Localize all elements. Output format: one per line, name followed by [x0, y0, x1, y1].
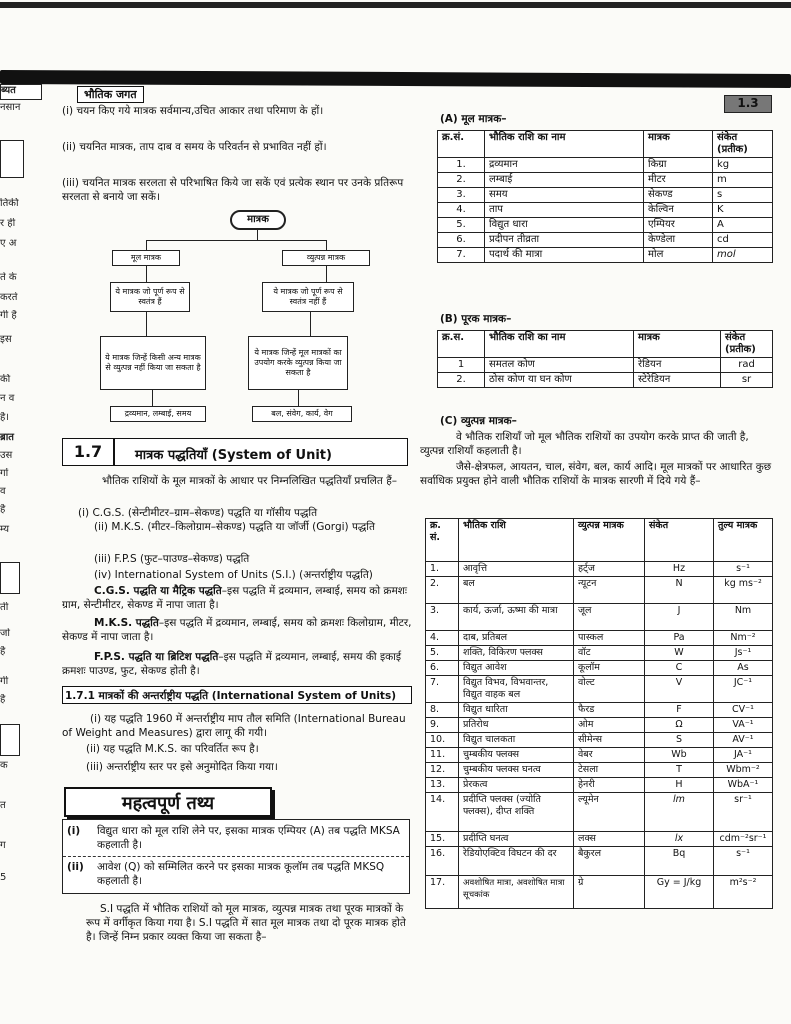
- important-title: महत्वपूर्ण तथ्य: [64, 787, 272, 817]
- flow-left-3: द्रव्यमान, लम्बाई, समय: [110, 406, 206, 422]
- cell: लक्स: [574, 832, 645, 847]
- si-item: (iii) अन्तर्राष्ट्रीय स्तर पर इसे अनुमोदित किया गया।: [86, 761, 278, 773]
- left-edge-box: [0, 724, 20, 756]
- table-row: [426, 676, 773, 703]
- cell: आवृत्ति: [459, 562, 574, 577]
- left-edge-text: त: [0, 800, 6, 811]
- table-row: [426, 661, 773, 676]
- cell: 14.: [426, 793, 459, 832]
- left-edge-text: करते: [0, 292, 18, 303]
- system-item: (i) C.G.S. (सेन्टीमीटर–ग्राम–सेकण्ड) पद्धति या गॉसीय पद्धति: [78, 507, 318, 519]
- cell: cdm⁻²sr⁻¹: [714, 832, 773, 847]
- cell: Hz: [645, 562, 714, 577]
- cell: 8.: [426, 703, 459, 718]
- cell: 7.: [426, 676, 459, 703]
- left-edge-text: है: [0, 504, 6, 515]
- table-row: [438, 188, 773, 203]
- flow-connector: [310, 312, 311, 336]
- column-header: भौतिक राशि: [459, 519, 574, 562]
- left-edge-text: व: [0, 486, 6, 497]
- flow-connector: [326, 240, 327, 250]
- table-row: [426, 718, 773, 733]
- column-header: क्र.स.: [438, 331, 485, 358]
- table-c-para2: जैसे-क्षेत्रफल, आयतन, चाल, संवेग, बल, कार्य आदि। मूल मात्रकों पर आधारित कुछ सर्वाधिक प्रयुक्त होने वाली भौतिक राशियों के मात्रक सारणी में दिये गये हैं–: [420, 461, 772, 487]
- column-header: मात्रक: [644, 131, 713, 158]
- cell: ताप: [485, 203, 644, 218]
- table-header: [426, 519, 773, 562]
- cell: टेसला: [574, 763, 645, 778]
- table-row: [426, 733, 773, 748]
- section-number: 1.7: [63, 439, 115, 465]
- cell: विद्युत धारा: [485, 218, 644, 233]
- cell: Nm: [714, 604, 773, 631]
- table-a-caption: (A) मूल मात्रक–: [440, 113, 507, 125]
- cell: मोल: [644, 248, 713, 263]
- important-label: (i): [67, 825, 81, 837]
- cell: As: [714, 661, 773, 676]
- left-edge-text: गों: [0, 468, 9, 479]
- cell: 3.: [426, 604, 459, 631]
- page-number: 1.3: [724, 95, 772, 113]
- section-1-7-1-title: 1.7.1 मात्रकों की अन्तर्राष्ट्रीय पद्धति (International System of Units): [62, 686, 412, 704]
- cgs-paragraph: [62, 584, 412, 612]
- cell: 11.: [426, 748, 459, 763]
- cell: 16.: [426, 847, 459, 876]
- column-header: व्युत्पन्न मात्रक: [574, 519, 645, 562]
- cell: CV⁻¹: [714, 703, 773, 718]
- cell: जूल: [574, 604, 645, 631]
- table-row: [426, 876, 773, 909]
- column-header: संकेत (प्रतीक): [721, 331, 773, 358]
- table-row: [426, 832, 773, 847]
- si-paragraph: S.I पद्धति में भौतिक राशियों को मूल मात्रक, व्युत्पन्न मात्रक तथा पूरक मात्रकों के रूप में वर्गीकृत किया गया है। S.I पद्धति में सात मूल मात्रक तथा दो पूरक मात्रक होते है। जिन्हें निम्न प्रकार व्यक्त किया जा सकता है–: [86, 903, 406, 943]
- cell: कार्य, ऊर्जा, ऊष्मा की मात्रा: [459, 604, 574, 631]
- table-c: [425, 518, 773, 909]
- left-edge-text: ब्रात: [0, 432, 14, 443]
- table-b-caption: (B) पूरक मात्रक–: [440, 313, 512, 325]
- cell: ओम: [574, 718, 645, 733]
- cell: 2.: [438, 373, 485, 388]
- left-edge-text: इस: [0, 334, 12, 345]
- table-row: [426, 562, 773, 577]
- fps-text: –इस पद्धति में द्रव्यमान, लम्बाई, समय की इकाई क्रमशः पाउण्ड, फुट, सेकण्ड होती है।: [62, 651, 402, 677]
- flow-left-title: मूल मात्रक: [112, 250, 180, 266]
- cell: चुम्बकीय फ्लक्स: [459, 748, 574, 763]
- flow-left-1: ये मात्रक जो पूर्ण रूप से स्वतंत्र हैं: [110, 282, 190, 312]
- flow-left-2: ये मात्रक जिन्हें किसी अन्य मात्रक से व्युत्पन्न नहीं किया जा सकता है: [100, 336, 206, 390]
- cell: सेकण्ड: [644, 188, 713, 203]
- table-b: [437, 330, 773, 388]
- intro-p2: (ii) चयनित मात्रक, ताप दाब व समय के परिवर्तन से प्रभावित नहीं हों।: [62, 141, 327, 153]
- cell: द्रव्यमान: [485, 158, 644, 173]
- cell: Ω: [645, 718, 714, 733]
- column-header: संकेत (प्रतीक): [713, 131, 773, 158]
- cell: प्रतिरोध: [459, 718, 574, 733]
- cell: rad: [721, 358, 773, 373]
- cell: केण्डेला: [644, 233, 713, 248]
- left-edge-box: [0, 140, 24, 178]
- table-row: [438, 233, 773, 248]
- left-edge-text: क: [0, 760, 8, 771]
- cell: C: [645, 661, 714, 676]
- cell: बैकुरल: [574, 847, 645, 876]
- table-row: [426, 604, 773, 631]
- cell: cd: [713, 233, 773, 248]
- cell: 2.: [438, 173, 485, 188]
- cell: 4.: [426, 631, 459, 646]
- fps-term: F.P.S. पद्धति या ब्रिटिश पद्धति: [94, 651, 219, 663]
- intro-p3: (iii) चयनित मात्रक सरलता से परिभाषित किये जा सकें एवं प्रत्येक स्थान पर उनके प्रतिरूप सरलता से बनाये जा सकें।: [62, 177, 404, 203]
- column-header: क्र.सं.: [438, 131, 485, 158]
- cell: m: [713, 173, 773, 188]
- cell: रेडियन: [634, 358, 721, 373]
- cell: समतल कोण: [485, 358, 634, 373]
- cell: हेनरी: [574, 778, 645, 793]
- cell: Wb: [645, 748, 714, 763]
- cell: lm: [645, 793, 714, 832]
- flow-root: मात्रक: [230, 210, 286, 230]
- table-row: [438, 173, 773, 188]
- cell: किग्रा: [644, 158, 713, 173]
- cell: प्रेरकत्व: [459, 778, 574, 793]
- cell: 6.: [438, 233, 485, 248]
- important-text: विद्युत धारा को मूल राशि लेने पर, इसका मात्रक एम्पियर (A) तब पद्धति MKSA कहलाती है।: [97, 825, 400, 851]
- left-edge-text: गी है: [0, 310, 17, 321]
- cell: AV⁻¹: [714, 733, 773, 748]
- cell: पदार्थ की मात्रा: [485, 248, 644, 263]
- system-item: (ii) M.K.S. (मीटर–किलोग्राम–सेकण्ड) पद्धति या जॉर्जी (Gorgi) पद्धति: [94, 521, 376, 533]
- left-edge-text: नसान: [0, 102, 21, 113]
- mks-text: –इस पद्धति में द्रव्यमान, लम्बाई, समय को क्रमशः किलोग्राम, मीटर, सेकण्ड में नापा जाता है।: [62, 617, 412, 643]
- left-edge-box: [0, 562, 20, 594]
- flow-right-title: व्युत्पन्न मात्रक: [282, 250, 370, 266]
- left-edge-text: ग: [0, 840, 6, 851]
- system-item: (iv) International System of Units (S.I.) (अन्तर्राष्ट्रीय पद्धति): [94, 569, 373, 581]
- flow-connector: [146, 312, 147, 336]
- cell: 6.: [426, 661, 459, 676]
- cell: फैरड: [574, 703, 645, 718]
- cell: JC⁻¹: [714, 676, 773, 703]
- mks-term: M.K.S. पद्धति: [94, 617, 159, 629]
- left-edge-text: ती: [0, 602, 9, 613]
- cgs-term: C.G.S. पद्धति या मैट्रिक पद्धति: [94, 585, 222, 597]
- book-label: भौतिक जगत: [77, 86, 144, 103]
- cell: 17.: [426, 876, 459, 909]
- cell: 5.: [426, 646, 459, 661]
- cell: 2.: [426, 577, 459, 604]
- important-box: [62, 819, 410, 894]
- left-edge-text: तिकी: [0, 198, 19, 209]
- left-edge-text: म्य: [0, 524, 10, 535]
- cell: हर्ट्ज: [574, 562, 645, 577]
- cell: प्रदीपन तीव्रता: [485, 233, 644, 248]
- cell: JA⁻¹: [714, 748, 773, 763]
- cell: प्रदीप्ति फ्लक्स (ज्योति फ्लक्स), दीप्त शक्ति: [459, 793, 574, 832]
- cell: वेबर: [574, 748, 645, 763]
- cell: लम्बाई: [485, 173, 644, 188]
- cell: s: [713, 188, 773, 203]
- cell: Wbm⁻²: [714, 763, 773, 778]
- cell: m²s⁻²: [714, 876, 773, 909]
- cell: V: [645, 676, 714, 703]
- cell: 5.: [438, 218, 485, 233]
- cell: 1.: [438, 158, 485, 173]
- cell: विद्युत धारिता: [459, 703, 574, 718]
- table-header: [438, 131, 773, 158]
- cell: mol: [713, 248, 773, 263]
- cell: 15.: [426, 832, 459, 847]
- cell: वॉट: [574, 646, 645, 661]
- left-edge-text: ए अ: [0, 238, 17, 249]
- cell: WbA⁻¹: [714, 778, 773, 793]
- table-row: [438, 358, 773, 373]
- table-c-caption: (C) व्युत्पन्न मात्रक–: [440, 415, 517, 427]
- table-a: [437, 130, 773, 263]
- column-header: मात्रक: [634, 331, 721, 358]
- cell: s⁻¹: [714, 562, 773, 577]
- cell: समय: [485, 188, 644, 203]
- cell: 1.: [426, 562, 459, 577]
- section-1-7-bar: [62, 438, 408, 466]
- flow-connector: [146, 266, 147, 282]
- cell: कूलॉम: [574, 661, 645, 676]
- cell: चुम्बकीय फ्लक्स घनत्व: [459, 763, 574, 778]
- cell: Bq: [645, 847, 714, 876]
- cell: 10.: [426, 733, 459, 748]
- cell: विद्युत विभव, विभवान्तर, विद्युत वाहक बल: [459, 676, 574, 703]
- cell: केल्विन: [644, 203, 713, 218]
- left-edge-text: जो: [0, 628, 11, 639]
- table-row: [438, 203, 773, 218]
- cell: K: [713, 203, 773, 218]
- cell: वोल्ट: [574, 676, 645, 703]
- important-label: (ii): [67, 861, 84, 873]
- cell: 3.: [438, 188, 485, 203]
- cell: kg: [713, 158, 773, 173]
- section-title: मात्रक पद्धतियाँ (System of Unit): [135, 448, 332, 463]
- cell: Pa: [645, 631, 714, 646]
- cell: ठोस कोण या घन कोण: [485, 373, 634, 388]
- left-edge-text: र ही: [0, 218, 16, 229]
- system-item: (iii) F.P.S (फुट–पाउण्ड–सेकण्ड) पद्धति: [94, 553, 250, 565]
- table-header: [438, 331, 773, 358]
- divider: [63, 856, 409, 858]
- cell: H: [645, 778, 714, 793]
- cell: A: [713, 218, 773, 233]
- left-edge-text: है: [0, 694, 6, 705]
- table-row: [438, 248, 773, 263]
- cell: विद्युत चालकता: [459, 733, 574, 748]
- flow-connector: [152, 390, 153, 406]
- cell: Gy = J/kg: [645, 876, 714, 909]
- flow-connector: [326, 266, 327, 282]
- table-row: [426, 748, 773, 763]
- cell: प्रदीप्ति घनत्व: [459, 832, 574, 847]
- flow-right-2: ये मात्रक जिन्हें मूल मात्रकों का उपयोग करके व्युत्पन्न किया जा सकता है: [248, 336, 348, 390]
- cell: ग्रे: [574, 876, 645, 909]
- table-row: [438, 218, 773, 233]
- cell: 7.: [438, 248, 485, 263]
- table-row: [426, 577, 773, 604]
- si-item: (i) यह पद्धति 1960 में अन्तर्राष्ट्रीय माप तौल समिति (International Bureau of Weight and Measures) द्वारा लागू की गयी।: [62, 713, 406, 739]
- table-row: [426, 763, 773, 778]
- important-text: आवेश (Q) को सम्मिलित करने पर इसका मात्रक कूलॉम तब पद्धति MKSQ कहलाती है।: [97, 861, 385, 887]
- top-scan-edge: [0, 2, 791, 8]
- column-header: भौतिक राशि का नाम: [485, 131, 644, 158]
- cell: सीमेन्स: [574, 733, 645, 748]
- flow-right-1: ये मात्रक जो पूर्ण रूप से स्वतंत्र नहीं हैं: [262, 282, 354, 312]
- column-header: क्र. सं.: [426, 519, 459, 562]
- systems-intro: भौतिक राशियों के मूल मात्रकों के आधार पर निम्नलिखित पद्धतियाँ प्रचलित हैं–: [102, 475, 398, 487]
- cell: ल्यूमेन: [574, 793, 645, 832]
- left-edge-text: है।: [0, 412, 10, 423]
- cell: sr: [721, 373, 773, 388]
- left-edge-text: है: [0, 646, 6, 657]
- cell: sr⁻¹: [714, 793, 773, 832]
- cgs-text: –इस पद्धति में द्रव्यमान, लम्बाई, समय को क्रमशः ग्राम, सेन्टीमीटर, सेकण्ड में नापा जाता है।: [62, 585, 407, 611]
- cell: दाब, प्रतिबल: [459, 631, 574, 646]
- flow-connector: [257, 230, 258, 240]
- left-edge-text: की: [0, 374, 11, 385]
- cell: विद्युत आवेश: [459, 661, 574, 676]
- table-row: [426, 631, 773, 646]
- cell: T: [645, 763, 714, 778]
- cell: S: [645, 733, 714, 748]
- table-row: [426, 646, 773, 661]
- cell: lx: [645, 832, 714, 847]
- cell: अवशोषित मात्रा, अवशोषित मात्रा सूचकांक: [459, 876, 574, 909]
- cell: 9.: [426, 718, 459, 733]
- cell: मीटर: [644, 173, 713, 188]
- left-edge-text: 5: [0, 872, 7, 883]
- column-header: संकेत: [645, 519, 714, 562]
- intro-p1: (i) चयन किए गये मात्रक सर्वमान्य,उचित आकार तथा परिमाण के हों।: [62, 105, 324, 117]
- cell: शक्ति, विकिरण फ्लक्स: [459, 646, 574, 661]
- cell: Nm⁻²: [714, 631, 773, 646]
- cell: 1: [438, 358, 485, 373]
- left-edge-text: न व: [0, 393, 15, 404]
- cell: 4.: [438, 203, 485, 218]
- table-row: [438, 373, 773, 388]
- cell: एम्पियर: [644, 218, 713, 233]
- table-row: [426, 778, 773, 793]
- column-header: तुल्य मात्रक: [714, 519, 773, 562]
- cell: स्टेरेडियन: [634, 373, 721, 388]
- cell: VA⁻¹: [714, 718, 773, 733]
- flow-right-3: बल, संवेग, कार्य, वेग: [252, 406, 352, 422]
- cell: 12.: [426, 763, 459, 778]
- left-edge-text: उस: [0, 450, 13, 461]
- flow-connector: [146, 240, 147, 250]
- cell: 13.: [426, 778, 459, 793]
- table-c-para1: वे भौतिक राशियाँ जो मूल भौतिक राशियों का उपयोग करके प्राप्त की जाती है, व्युत्पन्न राशियाँ कहलाती है।: [420, 431, 749, 457]
- flow-connector: [146, 240, 326, 241]
- column-header: भौतिक राशि का नाम: [485, 331, 634, 358]
- cell: बल: [459, 577, 574, 604]
- left-edge-title: ब्यत: [0, 84, 42, 100]
- cell: F: [645, 703, 714, 718]
- cell: J: [645, 604, 714, 631]
- left-edge-text: ते के: [0, 272, 17, 283]
- si-item: (ii) यह पद्धति M.K.S. का परिवर्तित रूप है।: [86, 743, 259, 755]
- left-edge-text: गी: [0, 676, 9, 687]
- cell: रेडियोएक्टिव विघटन की दर: [459, 847, 574, 876]
- cell: s⁻¹: [714, 847, 773, 876]
- cell: W: [645, 646, 714, 661]
- cell: पास्कल: [574, 631, 645, 646]
- flow-connector: [298, 390, 299, 406]
- cell: N: [645, 577, 714, 604]
- cell: न्यूटन: [574, 577, 645, 604]
- cell: kg ms⁻²: [714, 577, 773, 604]
- cell: Js⁻¹: [714, 646, 773, 661]
- table-row: [426, 793, 773, 832]
- table-row: [426, 847, 773, 876]
- table-row: [426, 703, 773, 718]
- table-row: [438, 158, 773, 173]
- fps-paragraph: [62, 650, 412, 678]
- mks-paragraph: [62, 616, 412, 644]
